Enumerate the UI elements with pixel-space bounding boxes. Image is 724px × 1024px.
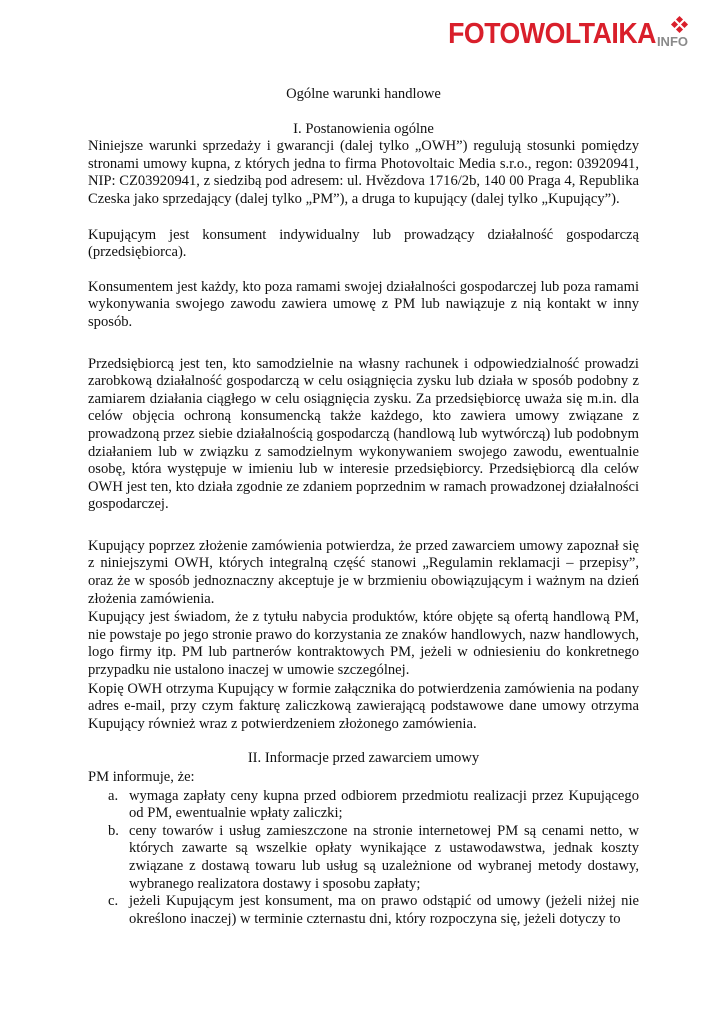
logo-diamond-icon — [670, 17, 690, 37]
paragraph-consumer: Konsumentem jest każdy, kto poza ramami swojej działalności gospodarczej lub poza ramami wykonywania swojego zawodu zawiera umowę z PM lub nawiązuje z nią kontakt w inny sposób. — [88, 278, 639, 330]
document-title: Ogólne warunki handlowe — [286, 86, 441, 102]
logo-wordmark: FOTOWOLTAIKA — [448, 18, 656, 50]
paragraph-trademarks: Kupujący jest świadom, że z tytułu nabycia produktów, które objęte są ofertą handlową PM, nie powstaje po jego stronie prawo do korzystania ze znaków handlowych, nazw handlowych, logo firmy itp. PM lub partnerów kontraktowych PM, jeżeli w odniesieniu do konkretnego przypadku nie ustalono inaczej w umowie szczególnej. — [88, 609, 639, 679]
paragraph-buyer: Kupującym jest konsument indywidualny lub prowadzący działalność gospodarczą (przedsiębiorca). — [88, 226, 639, 261]
list-item — [88, 788, 639, 823]
paragraph-parties: Niniejsze warunki sprzedaży i gwarancji (dalej tylko „OWH”) regulują stosunki pomiędzy stronami umowy kupna, z których jedna to firma Photovoltaic Media s.r.o., regon: 03920941, NIP: CZ03920941, z siedzibą pod adresem: ul. Hvězdova 1716/2b, 140 00 Praga 4, Republika Czeska jako sprzedający (dalej tylko „PM”), a druga to kupujący (dalej tylko „Kupujący”). — [88, 138, 639, 207]
paragraph-owh-copy: Kopię OWH otrzyma Kupujący w formie załącznika do potwierdzenia zamówienia na podany adres e-mail, przy czym fakturę zaliczkową zawierającą podstawowe dane umowy otrzyma Kupujący również wraz z potwierdzeniem złożonego zamówienia. — [88, 680, 639, 732]
list-item-text: wymaga zapłaty ceny kupna przed odbiorem przedmiotu realizacji przez Kupującego od PM, ewentualnie wpłaty zaliczki; — [129, 787, 639, 822]
list-item-text: jeżeli Kupującym jest konsument, ma on prawo odstąpić od umowy (jeżeli niżej nie określono inaczej) w terminie czternastu dni, który rozpoczyna się, jeżeli dotyczy to — [129, 893, 639, 927]
logo-suffix: INFO — [656, 34, 688, 49]
list-intro: PM informuje, że: — [88, 769, 195, 785]
paragraph-order-confirmation: Kupujący poprzez złożenie zamówienia potwierdza, że przed zawarciem umowy zapoznał się z niniejszymi OWH, których integralną część stanowi „Regulamin reklamacji – przepisy”, oraz że w sposób jednoznaczny akceptuje je w brzmieniu obowiązującym i ważnym na dzień złożenia zamówienia. — [88, 537, 639, 607]
document-body — [88, 84, 639, 928]
info-list — [88, 788, 639, 929]
section-heading-1: I. Postanowienia ogólne — [293, 120, 434, 137]
brand-logo — [430, 20, 688, 49]
list-marker: b. — [108, 822, 119, 839]
list-item — [88, 823, 639, 893]
section-heading-2: II. Informacje przed zawarciem umowy — [247, 750, 480, 767]
list-marker: a. — [108, 787, 119, 804]
list-item-text: ceny towarów i usług zamieszczone na stronie internetowej PM są cenami netto, w których zawarte są wszelkie opłaty wynikające z ustawodawstwa, jednak koszty związane z dostawą towaru lub usług są uzależnione od wybranej metody dostawy, wybranego realizatora dostawy i sposobu zapłaty; — [129, 822, 639, 892]
list-item — [88, 893, 639, 928]
list-marker: c. — [108, 893, 119, 910]
paragraph-entrepreneur: Przedsiębiorcą jest ten, kto samodzielnie na własny rachunek i odpowiedzialność prowadzi zarobkową działalność gospodarczą w celu osiągnięcia zysku lub działa w sposób podobny z zamiarem działania ciągłego w celu osiągnięcia zysku. Za przedsiębiorcę uważa się m.in. dla celów objęcia ochroną konsumencką także każdego, kto zawiera umowy związane z prowadzoną przez siebie działalnością gospodarczą (handlową lub wytwórczą) lub podobnym działaniem lub w związku z samodzielnym wykonywaniem swojego zawodu, ewentualnie osobę, która występuje w imieniu lub w interesie przedsiębiorcy. Przedsiębiorcą dla celów OWH jest ten, kto działa zgodnie ze zdaniem poprzednim w ramach prowadzonej działalności gospodarczej. — [88, 355, 639, 513]
